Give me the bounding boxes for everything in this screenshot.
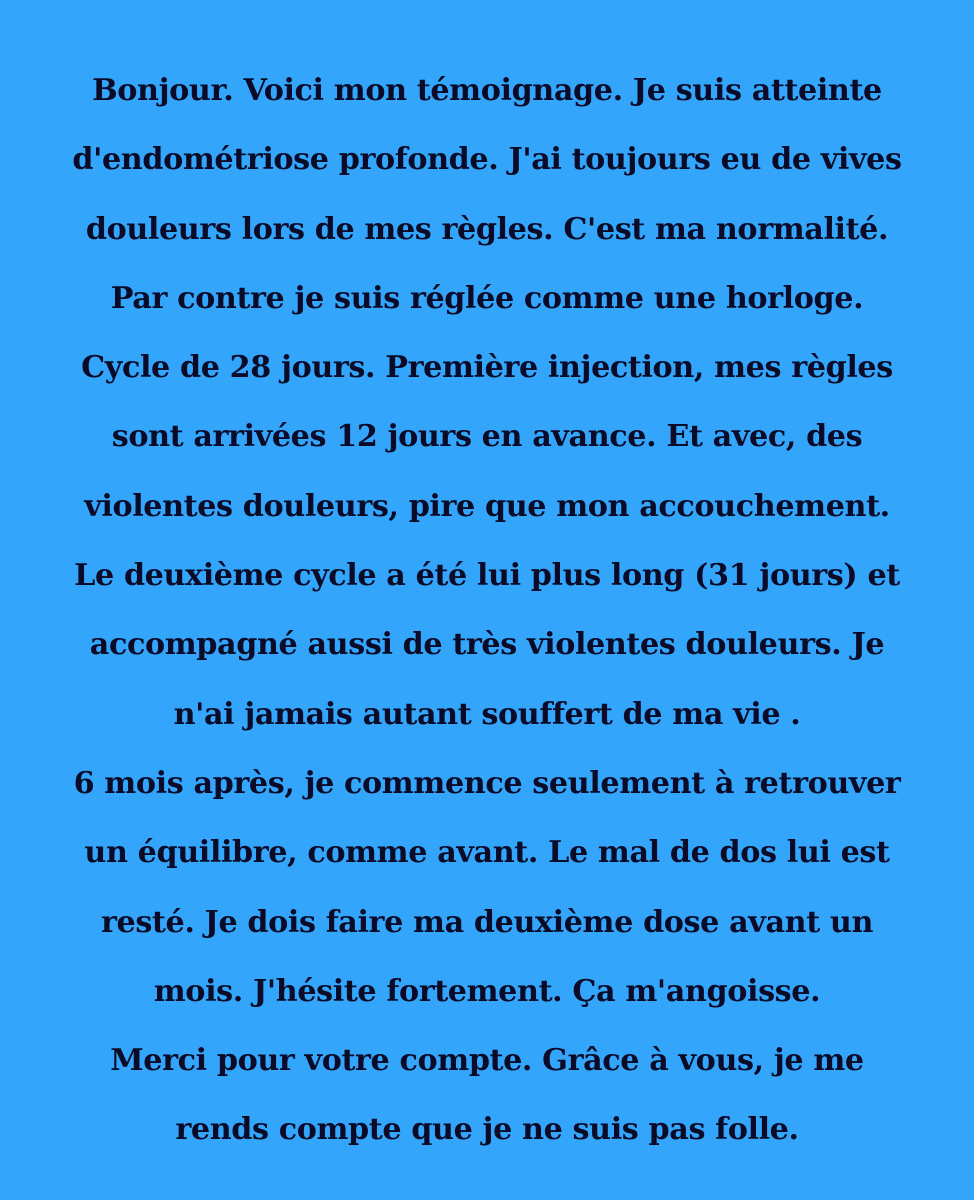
testimony-line: resté. Je dois faire ma deuxième dose avant un (100, 904, 874, 940)
testimony-line: Bonjour. Voici mon témoignage. Je suis atteinte (92, 73, 882, 108)
testimony-line: n'ai jamais autant souffert de ma vie . (173, 696, 801, 732)
testimony-line: violentes douleurs, pire que mon accouchement. (84, 488, 890, 524)
testimony-line: rends compte que je ne suis pas folle. (175, 1112, 799, 1148)
testimony-line: sont arrivées 12 jours en avance. Et avec, des (111, 419, 863, 455)
testimony-line: Merci pour votre compte. Grâce à vous, je me (110, 1043, 864, 1079)
testimony-line: Par contre je suis réglée comme une horloge. (110, 280, 864, 316)
testimony-line: Le deuxième cycle a été lui plus long (31 jours) et (74, 558, 900, 594)
testimony-line: Cycle de 28 jours. Première injection, mes règles (81, 350, 893, 386)
testimony-line: mois. J'hésite fortement. Ça m'angoisse. (153, 973, 821, 1009)
testimony-text (0, 56, 974, 1165)
testimony-line: d'endométriose profonde. J'ai toujours eu de vives (72, 142, 902, 178)
testimony-line: un équilibre, comme avant. Le mal de dos lui est (84, 835, 890, 871)
testimony-line: douleurs lors de mes règles. C'est ma normalité. (85, 211, 889, 247)
testimony-line: 6 mois après, je commence seulement à retrouver (73, 765, 901, 801)
testimony-line: accompagné aussi de très violentes douleurs. Je (89, 627, 885, 663)
